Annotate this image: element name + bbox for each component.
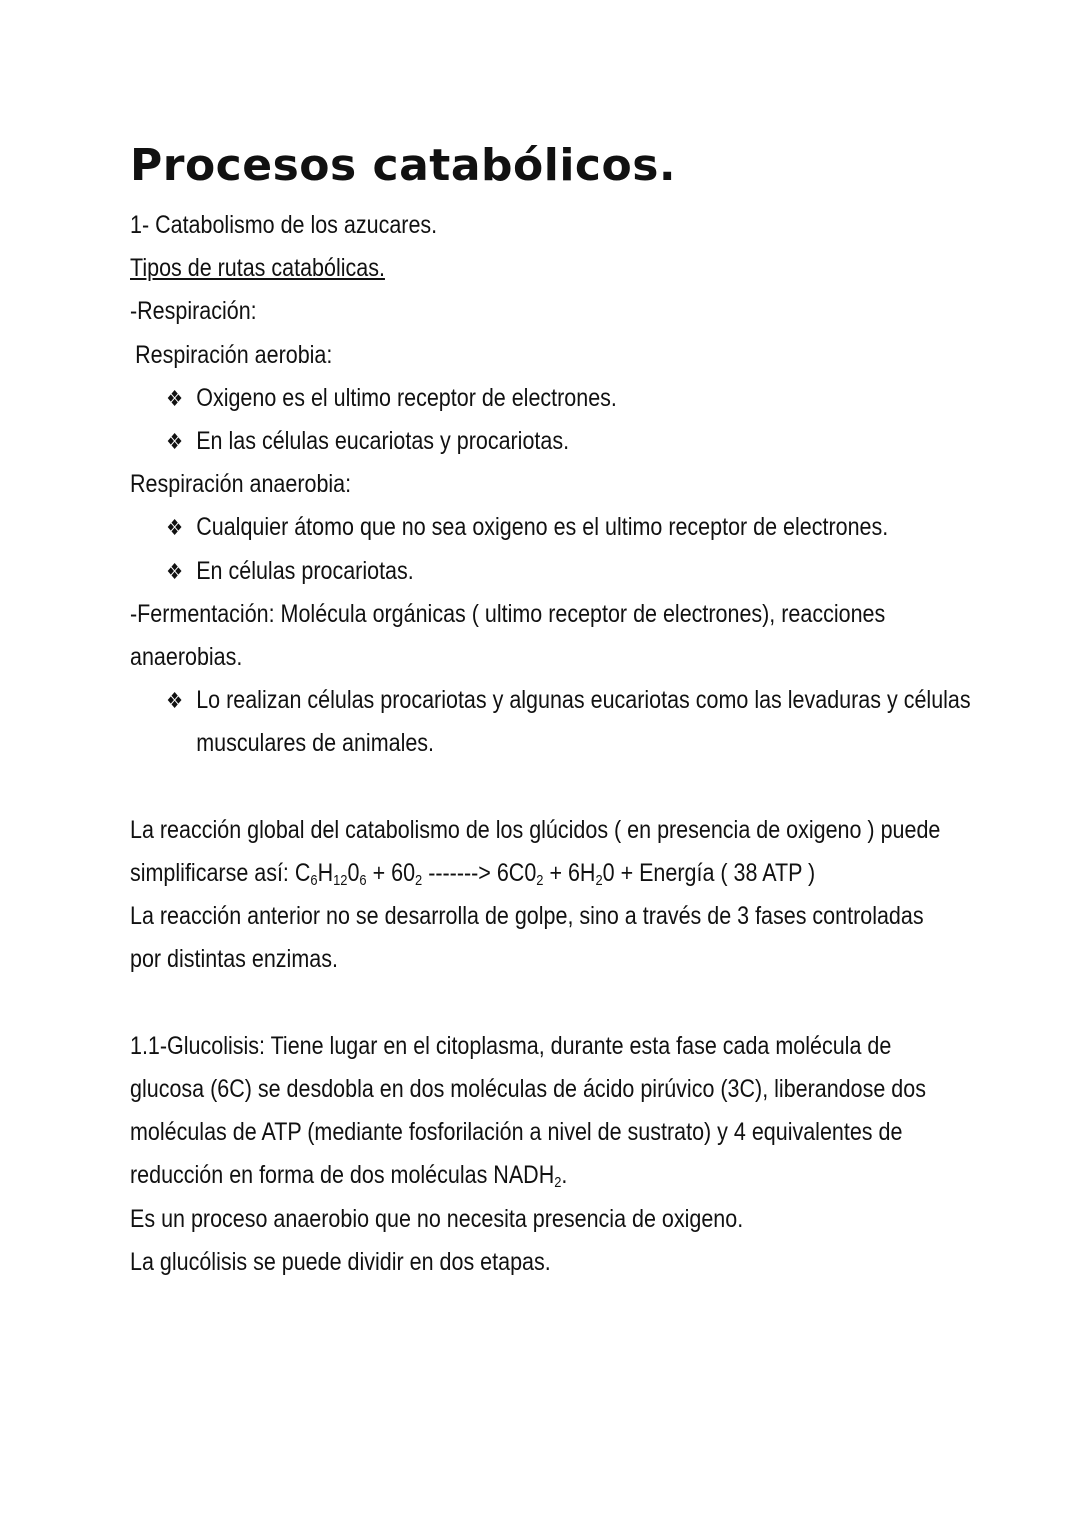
glucolisis-paragraph: 1.1-Glucolisis: Tiene lugar en el citoplasma, durante esta fase cada molécula de glucosa (6C) se desdobla en dos moléculas de ácido pirúvico (3C), liberandose dos moléculas de ATP (mediante fosforilación a nivel de sustrato) y 4 equivalentes de reducción en forma de dos moléculas $NADH_2$.	[130, 1031, 926, 1192]
nadh-subscript: 2	[554, 1174, 562, 1192]
diamond-bullet-icon: ❖	[166, 558, 184, 584]
section-heading: 1- Catabolismo de los azucares.	[130, 211, 438, 239]
reaction-intro-text: La reacción global del catabolismo de los glúcidos ( en presencia de oxigeno ) puede simplificarse así:	[130, 815, 941, 888]
diamond-bullet-icon: ❖	[166, 688, 184, 714]
diamond-bullet-icon: ❖	[166, 429, 184, 455]
list-item-text: En células procariotas.	[196, 556, 414, 585]
fermentacion-text: -Fermentación: Molécula orgánicas ( ultimo receptor de electrones), reacciones anaerobias.	[130, 599, 886, 672]
reaction-paragraph	[130, 809, 951, 895]
list-item	[130, 420, 844, 463]
diamond-bullet-icon: ❖	[166, 515, 184, 541]
glucolisis-line-2: Es un proceso anaerobio que no necesita presencia de oxigeno.	[130, 1204, 744, 1233]
list-item-text: Cualquier átomo que no sea oxigeno es el ultimo receptor de electrones.	[196, 513, 889, 542]
list-item-text: Oxigeno es el ultimo receptor de electrones.	[196, 383, 617, 412]
list-item	[130, 679, 1009, 765]
list-item	[130, 377, 844, 420]
respiracion-label: -Respiración:	[130, 297, 257, 326]
glucolisis-line-3: La glucólisis se puede dividir en dos etapas.	[130, 1247, 551, 1276]
list-item	[130, 550, 844, 593]
subsection-heading: Tipos de rutas catabólicas.	[130, 254, 385, 283]
glucolisis-text: 1.1-Glucolisis: Tiene lugar en el citoplasma, durante esta fase cada molécula de glucosa (6C) se desdobla en dos moléculas de ácido pirúvico (3C), liberandose dos moléculas de ATP (mediante fosforilación a nivel de sustrato) y 4 equivalentes de reducción en forma de dos moléculas NADH	[130, 1031, 926, 1190]
list-item-text: Lo realizan células procariotas y algunas eucariotas como las levaduras y células musculares de animales.	[196, 686, 971, 758]
anaerobia-heading: Respiración anaerobia:	[130, 470, 352, 499]
list-item-text: En las células eucariotas y procariotas.	[196, 427, 570, 456]
page-title: Procesos catabólicos.	[130, 140, 677, 191]
chemical-formula: $C_6H_{12}0_6 + 60_2$ -------> $6C0_2 + 6H_20$ + Energía ( 38 ATP )	[294, 859, 816, 890]
reaction-note: La reacción anterior no se desarrolla de golpe, sino a través de 3 fases controladas por distintas enzimas.	[130, 902, 924, 974]
diamond-bullet-icon: ❖	[166, 385, 184, 411]
list-item	[130, 506, 889, 549]
document-body	[130, 204, 971, 1284]
aerobia-heading: Respiración aerobia:	[135, 340, 333, 369]
